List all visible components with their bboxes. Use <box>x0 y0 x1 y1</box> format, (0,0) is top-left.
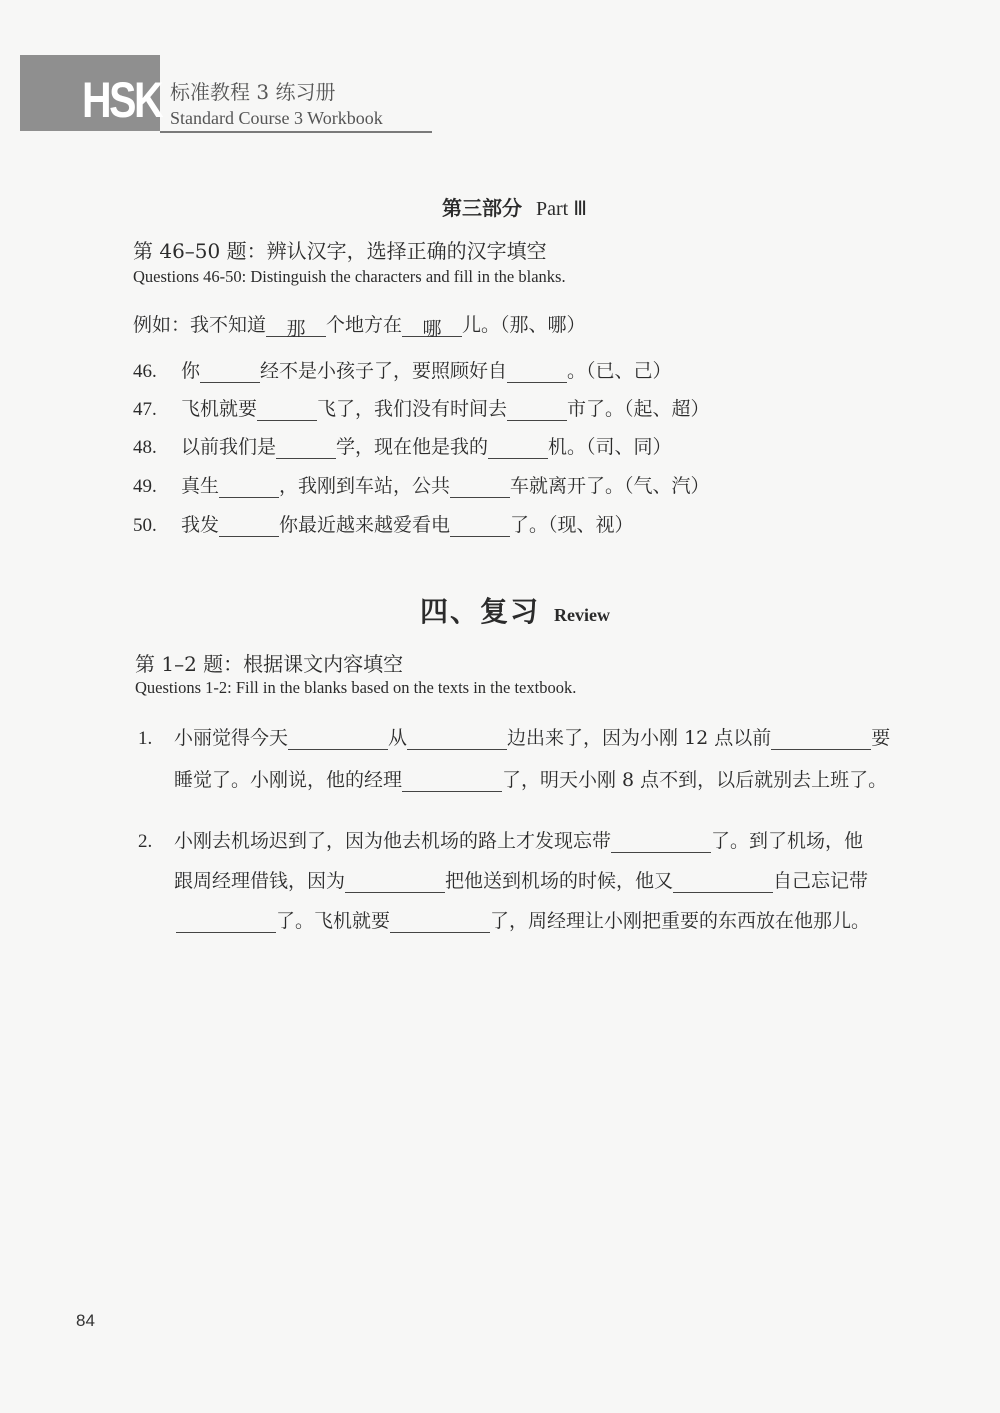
review-title-en: Review <box>554 605 610 625</box>
page-number: 84 <box>76 1311 95 1330</box>
review-title-cn: 四、复习 <box>420 595 541 628</box>
answer-blank[interactable] <box>257 398 317 421</box>
question-text-b: 学，现在他是我的 <box>336 436 489 458</box>
example-prefix: 例如：我不知道 <box>133 314 267 336</box>
review-text: 睡觉了。小刚说，他的经理 <box>174 769 403 791</box>
review-q1-number: 1. <box>138 728 153 749</box>
answer-blank[interactable] <box>450 514 510 537</box>
part3-instruction-cn: 第 46–50 题：辨认汉字，选择正确的汉字填空 <box>133 239 547 263</box>
part3-instruction-en: Questions 46-50: Distinguish the characters and fill in the blanks. <box>133 267 566 286</box>
answer-blank[interactable] <box>276 436 336 459</box>
part-title <box>442 192 587 221</box>
example-blank-2: 哪 <box>402 314 462 337</box>
question-text-a: 以前我们是 <box>181 436 277 458</box>
question-number: 49. <box>133 476 157 497</box>
header-title-cn: 标准教程 3 练习册 <box>170 80 336 104</box>
header-title-en: Standard Course 3 Workbook <box>170 108 383 128</box>
review-instruction-cn: 第 1–2 题：根据课文内容填空 <box>135 652 404 676</box>
question-48 <box>133 432 672 459</box>
answer-blank[interactable] <box>507 398 567 421</box>
review-text: 了，明天小刚 8 点不到，以后就别去上班了。 <box>502 769 888 791</box>
question-text-b: ，我刚到车站，公共 <box>279 475 451 497</box>
header-divider <box>160 131 432 133</box>
review-text: 从 <box>388 727 408 749</box>
answer-blank[interactable] <box>450 475 510 498</box>
question-text-a: 飞机就要 <box>181 398 258 420</box>
answer-blank[interactable] <box>402 767 502 792</box>
review-text: 了。飞机就要 <box>276 910 391 932</box>
answer-blank[interactable] <box>611 828 711 853</box>
review-text: 自己忘记带 <box>773 870 869 892</box>
answer-blank[interactable] <box>176 908 276 933</box>
answer-blank[interactable] <box>219 475 279 498</box>
review-q2-line1 <box>138 826 863 853</box>
question-text-b: 你最近越来越爱看电 <box>279 514 451 536</box>
question-text-b: 经不是小孩子了，要照顾好自 <box>260 360 508 382</box>
review-text: 把他送到机场的时候，他又 <box>445 870 674 892</box>
part-title-en: Part Ⅲ <box>536 198 588 220</box>
question-text-c: 机。（司、同） <box>548 436 672 458</box>
review-text: 边出来了，因为小刚 12 点以前 <box>507 727 772 749</box>
question-text-a: 真生 <box>181 475 220 497</box>
review-q2-line2 <box>174 866 868 893</box>
answer-blank[interactable] <box>390 908 490 933</box>
question-text-b: 飞了，我们没有时间去 <box>317 398 508 420</box>
review-text: 小刚去机场迟到了，因为他去机场的路上才发现忘带 <box>174 830 612 852</box>
answer-blank[interactable] <box>288 725 388 750</box>
review-q1-line2 <box>174 765 887 792</box>
answer-blank[interactable] <box>673 868 773 893</box>
review-text: 小丽觉得今天 <box>174 727 289 749</box>
question-text-a: 你 <box>181 360 201 382</box>
example-line <box>133 310 586 340</box>
answer-blank[interactable] <box>507 360 567 383</box>
question-text-c: 车就离开了。（气、汽） <box>510 475 710 497</box>
example-mid: 个地方在 <box>326 314 403 336</box>
question-number: 47. <box>133 399 157 420</box>
example-blank-1: 那 <box>266 314 326 337</box>
answer-blank[interactable] <box>200 360 260 383</box>
review-title <box>420 590 610 630</box>
question-text-c: 市了。（起、超） <box>567 398 710 420</box>
question-47 <box>133 394 710 421</box>
review-q2-number: 2. <box>138 831 153 852</box>
question-46 <box>133 356 672 383</box>
hsk-logo: HSK <box>82 72 162 128</box>
question-text-c: 。（已、己） <box>567 360 672 382</box>
answer-blank[interactable] <box>219 514 279 537</box>
example-suffix: 儿。（那、哪） <box>462 314 586 336</box>
answer-blank[interactable] <box>488 436 548 459</box>
review-q2-line3 <box>176 906 870 933</box>
question-49 <box>133 471 710 498</box>
question-text-c: 了。（现、视） <box>510 514 634 536</box>
review-q1-line1 <box>138 723 890 750</box>
review-text: 跟周经理借钱，因为 <box>174 870 346 892</box>
review-text: 了，周经理让小刚把重要的东西放在他那儿。 <box>490 910 871 932</box>
review-text: 要 <box>871 727 891 749</box>
answer-blank[interactable] <box>407 725 507 750</box>
question-number: 46. <box>133 361 157 382</box>
answer-blank[interactable] <box>345 868 445 893</box>
question-text-a: 我发 <box>181 514 220 536</box>
review-text: 了。到了机场，他 <box>711 830 864 852</box>
question-50 <box>133 510 634 537</box>
answer-blank[interactable] <box>771 725 871 750</box>
part-title-cn: 第三部分 <box>442 196 522 220</box>
question-number: 48. <box>133 437 157 458</box>
review-instruction-en: Questions 1-2: Fill in the blanks based on the texts in the textbook. <box>135 678 577 697</box>
question-number: 50. <box>133 515 157 536</box>
